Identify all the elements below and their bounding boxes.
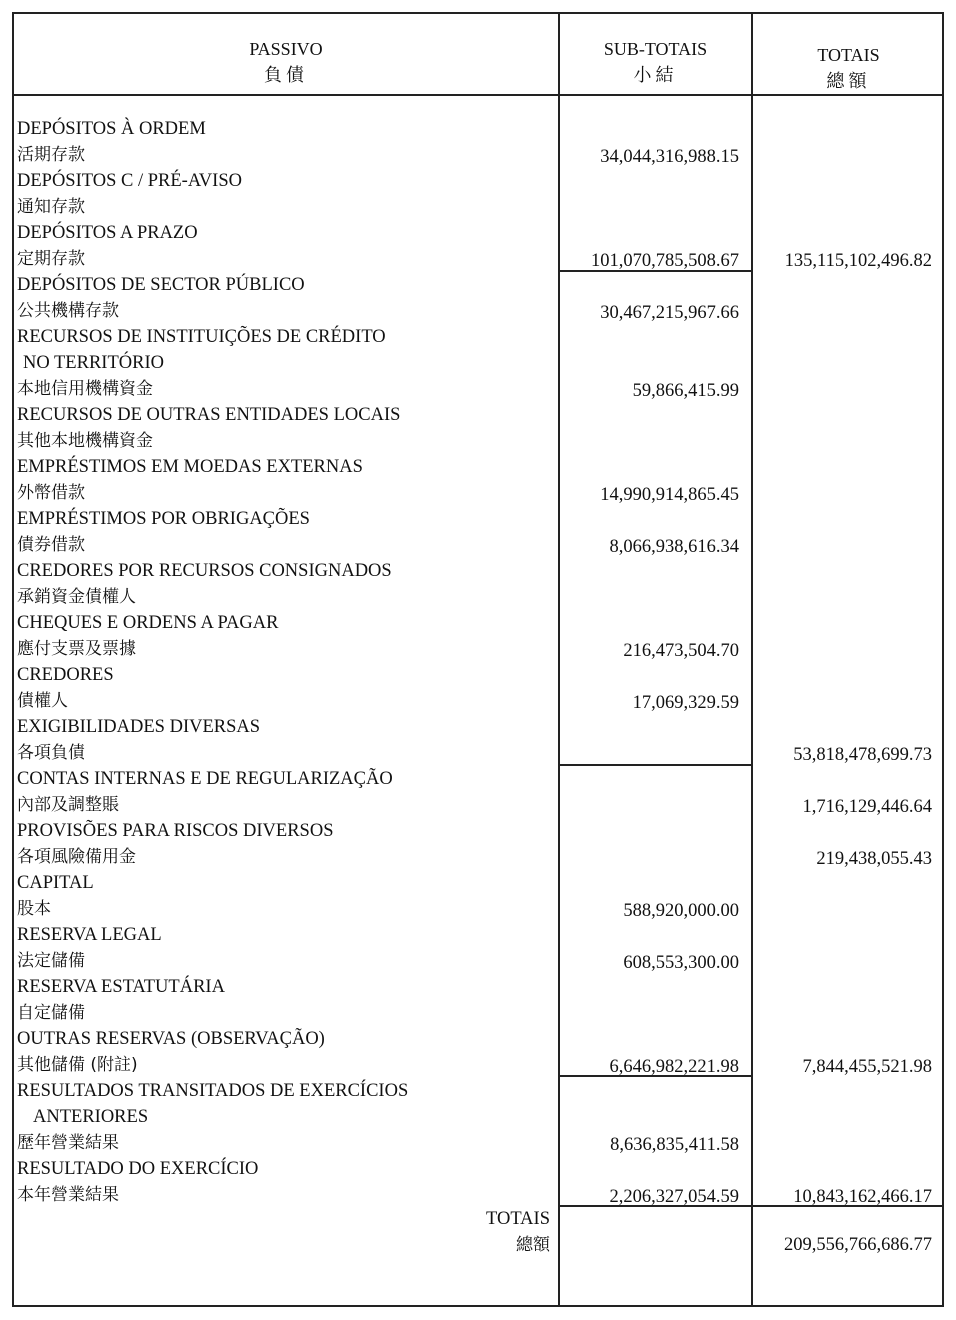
- subtotal-value: 14,990,914,865.45: [600, 485, 739, 505]
- row-label-pt: DEPÓSITOS A PRAZO: [17, 223, 198, 243]
- row-label-pt: DEPÓSITOS DE SECTOR PÚBLICO: [17, 275, 305, 295]
- subtotal-value: 6,646,982,221.98: [609, 1057, 739, 1077]
- subtotal-rule: [558, 764, 753, 766]
- column-divider-2: [751, 14, 753, 1305]
- row-label-zh: 應付支票及票據: [17, 639, 136, 659]
- row-label-pt: CONTAS INTERNAS E DE REGULARIZAÇÃO: [17, 769, 393, 789]
- header-rule: [14, 94, 942, 96]
- row-label-zh: 公共機構存款: [17, 301, 119, 321]
- subtotal-value: 34,044,316,988.15: [600, 147, 739, 167]
- row-label-zh: 外幣借款: [17, 483, 85, 503]
- total-value: 53,818,478,699.73: [793, 745, 932, 765]
- subtotal-value: 8,636,835,411.58: [610, 1135, 739, 1155]
- header-passivo-pt: PASSIVO: [249, 39, 323, 59]
- row-label-zh: 定期存款: [17, 249, 85, 269]
- header-subtotais: [560, 36, 751, 88]
- header-passivo-zh: 負債: [264, 65, 308, 85]
- row-label-zh: 活期存款: [17, 145, 85, 165]
- row-label-zh: 法定儲備: [17, 951, 85, 971]
- row-label-pt: RESULTADOS TRANSITADOS DE EXERCÍCIOS: [17, 1081, 409, 1101]
- row-label-pt: EMPRÉSTIMOS EM MOEDAS EXTERNAS: [17, 457, 363, 477]
- row-label-zh: 債券借款: [17, 535, 85, 555]
- row-label-zh: 股本: [17, 899, 51, 919]
- row-label-zh: 其他本地機構資金: [17, 431, 153, 451]
- total-value: 1,716,129,446.64: [802, 797, 932, 817]
- row-label-zh: 本地信用機構資金: [17, 379, 153, 399]
- row-label-zh: 承銷資金債權人: [17, 587, 136, 607]
- header-totais: [753, 42, 944, 94]
- row-label-pt: CREDORES: [17, 665, 114, 685]
- row-label-pt: RESERVA LEGAL: [17, 925, 162, 945]
- total-value: 10,843,162,466.17: [793, 1187, 932, 1207]
- row-label-pt: PROVISÕES PARA RISCOS DIVERSOS: [17, 821, 334, 841]
- balance-sheet-table: [12, 12, 944, 1307]
- row-label-zh: 其他儲備 (附註): [17, 1055, 138, 1075]
- column-divider-1: [558, 14, 560, 1305]
- header-subtotais-pt: SUB-TOTAIS: [603, 39, 708, 59]
- row-label-pt: RESERVA ESTATUTÁRIA: [17, 977, 225, 997]
- grand-total-value: 209,556,766,686.77: [784, 1235, 932, 1255]
- row-label-pt: RESULTADO DO EXERCÍCIO: [17, 1159, 259, 1179]
- row-label-pt: RECURSOS DE INSTITUIÇÕES DE CRÉDITO: [17, 327, 386, 347]
- subtotal-value: 2,206,327,054.59: [609, 1187, 739, 1207]
- row-label-pt-cont: ANTERIORES: [33, 1107, 149, 1127]
- header-totais-zh: 總額: [826, 71, 871, 91]
- row-label-zh: 自定儲備: [17, 1003, 85, 1023]
- grand-total-label-zh: 總額: [516, 1235, 550, 1255]
- subtotal-value: 588,920,000.00: [623, 901, 739, 921]
- row-label-pt: DEPÓSITOS À ORDEM: [17, 119, 206, 139]
- row-label-pt: EMPRÉSTIMOS POR OBRIGAÇÕES: [17, 509, 310, 529]
- subtotal-value: 8,066,938,616.34: [609, 537, 739, 557]
- row-label-pt: CHEQUES E ORDENS A PAGAR: [17, 613, 279, 633]
- subtotal-value: 608,553,300.00: [623, 953, 739, 973]
- row-label-pt: EXIGIBILIDADES DIVERSAS: [17, 717, 261, 737]
- row-label-pt: RECURSOS DE OUTRAS ENTIDADES LOCAIS: [17, 405, 401, 425]
- subtotal-value: 30,467,215,967.66: [600, 303, 739, 323]
- subtotal-value: 17,069,329.59: [632, 693, 739, 713]
- row-label-pt: CAPITAL: [17, 873, 94, 893]
- row-label-pt: CREDORES POR RECURSOS CONSIGNADOS: [17, 561, 392, 581]
- row-label-zh: 各項風險備用金: [17, 847, 136, 867]
- subtotal-value: 101,070,785,508.67: [591, 251, 739, 271]
- subtotal-value: 59,866,415.99: [632, 381, 739, 401]
- subtotal-value: 216,473,504.70: [623, 641, 739, 661]
- row-label-zh: 內部及調整賬: [17, 795, 119, 815]
- row-label-zh: 各項負債: [17, 743, 85, 763]
- row-label-zh: 債權人: [17, 691, 68, 711]
- row-label-pt: DEPÓSITOS C / PRÉ-AVISO: [17, 171, 242, 191]
- row-label-zh: 通知存款: [17, 197, 85, 217]
- row-label-pt-cont: NO TERRITÓRIO: [23, 353, 164, 373]
- header-totais-pt: TOTAIS: [817, 45, 880, 65]
- header-subtotais-zh: 小結: [633, 65, 678, 85]
- row-label-pt: OUTRAS RESERVAS (OBSERVAÇÃO): [17, 1029, 325, 1049]
- row-label-zh: 歷年營業結果: [17, 1133, 119, 1153]
- header-passivo: [14, 36, 558, 88]
- total-value: 7,844,455,521.98: [802, 1057, 932, 1077]
- total-value: 135,115,102,496.82: [784, 251, 932, 271]
- total-value: 219,438,055.43: [816, 849, 932, 869]
- grand-total-label-pt: TOTAIS: [486, 1209, 550, 1229]
- row-label-zh: 本年營業結果: [17, 1185, 119, 1205]
